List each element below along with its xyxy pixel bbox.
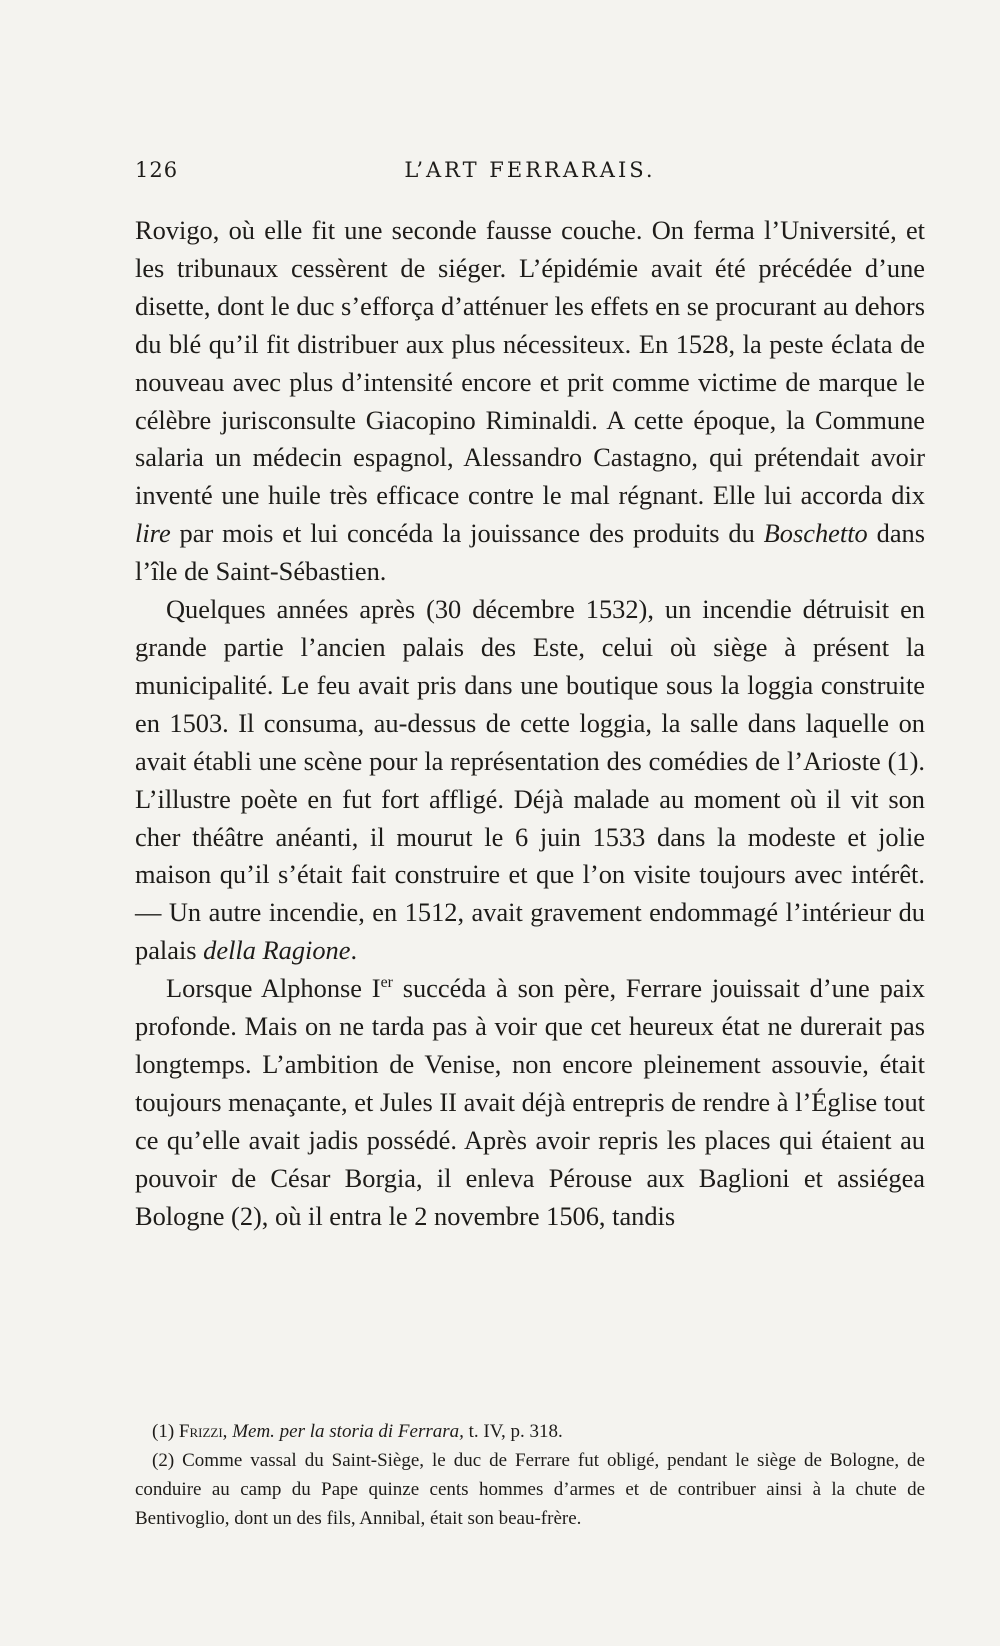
paragraph-1: Rovigo, où elle fit une seconde fausse couche. On ferma l’Université, et les tribunaux cessèrent de siéger. L’épidémie avait été précédée d’une disette, dont le duc s’efforça d’atténuer les effets en se procurant au dehors du blé qu’il fit distribuer aux plus nécessiteux. En 1528, la peste éclata de nouveau avec plus d’intensité encore et prit comme victime de marque le célèbre jurisconsulte Giacopino Riminaldi. A cette époque, la Commune salaria un médecin espagnol, Alessandro Castagno, qui prétendait avoir inventé une huile très efficace contre le mal régnant. Elle lui accorda dix lire par mois et lui concéda la jouissance des produits du Boschetto dans l’île de Saint-Sébastien.: [135, 215, 925, 587]
running-title: L’ART FERRARAIS.: [404, 158, 656, 182]
page-number: 126: [135, 158, 179, 182]
paragraph-3: Lorsque Alphonse Ier succéda à son père, Ferrare jouissait d’une paix profonde. Mais on ne tarda pas à voir que cet heureux état ne durerait pas longtemps. L’ambition de Venise, non encore pleinement assouvie, était toujours menaçante, et Jules II avait déjà entrepris de rendre à l’Église tout ce qu’elle avait jadis possédé. Après avoir repris les places qui étaient au pouvoir de César Borgia, il enleva Pérouse aux Baglioni et assiégea Bologne (2), où il entra le 2 novembre 1506, tandis: [135, 973, 926, 1231]
italic-boschetto: Boschetto: [763, 518, 868, 549]
superscript-er: er: [380, 974, 393, 992]
footnote-title: Mem. per la storia di Ferrara,: [227, 1421, 464, 1442]
footnote-1: (1) Frizzi, Mem. per la storia di Ferrara, t. IV, p. 318.: [152, 1421, 563, 1442]
running-head: [135, 158, 925, 188]
body-text: [135, 212, 925, 1235]
footnote-author: Frizzi,: [178, 1421, 228, 1442]
footnote-2: (2) Comme vassal du Saint-Siège, le duc de Ferrare fut obligé, pendant le siège de Bologne, de conduire au camp du Pape quinze cents hommes d’armes et de contribuer ainsi à la chute de Bentivoglio, dont un des fils, Annibal, était son beau-frère.: [135, 1450, 925, 1529]
italic-della-ragione: della Ragione: [203, 935, 351, 966]
italic-lire: lire: [135, 518, 171, 549]
paragraph-2: Quelques années après (30 décembre 1532), un incendie détruisit en grande partie l’ancien palais des Este, celui où siège à présent la municipalité. Le feu avait pris dans une boutique sous la loggia construite en 1503. Il consuma, au-dessus de cette loggia, la salle dans laquelle on avait établi une scène pour la représentation des comédies de l’Arioste (1). L’illustre poète en fut fort affligé. Déjà malade au moment où il vit son cher théâtre anéanti, il mourut le 6 juin 1533 dans la modeste et jolie maison qu’il s’était fait construire et que l’on visite toujours avec intérêt. — Un autre incendie, en 1512, avait gravement endommagé l’intérieur du palais della Ragione.: [135, 594, 925, 966]
footnotes: [135, 1417, 925, 1533]
